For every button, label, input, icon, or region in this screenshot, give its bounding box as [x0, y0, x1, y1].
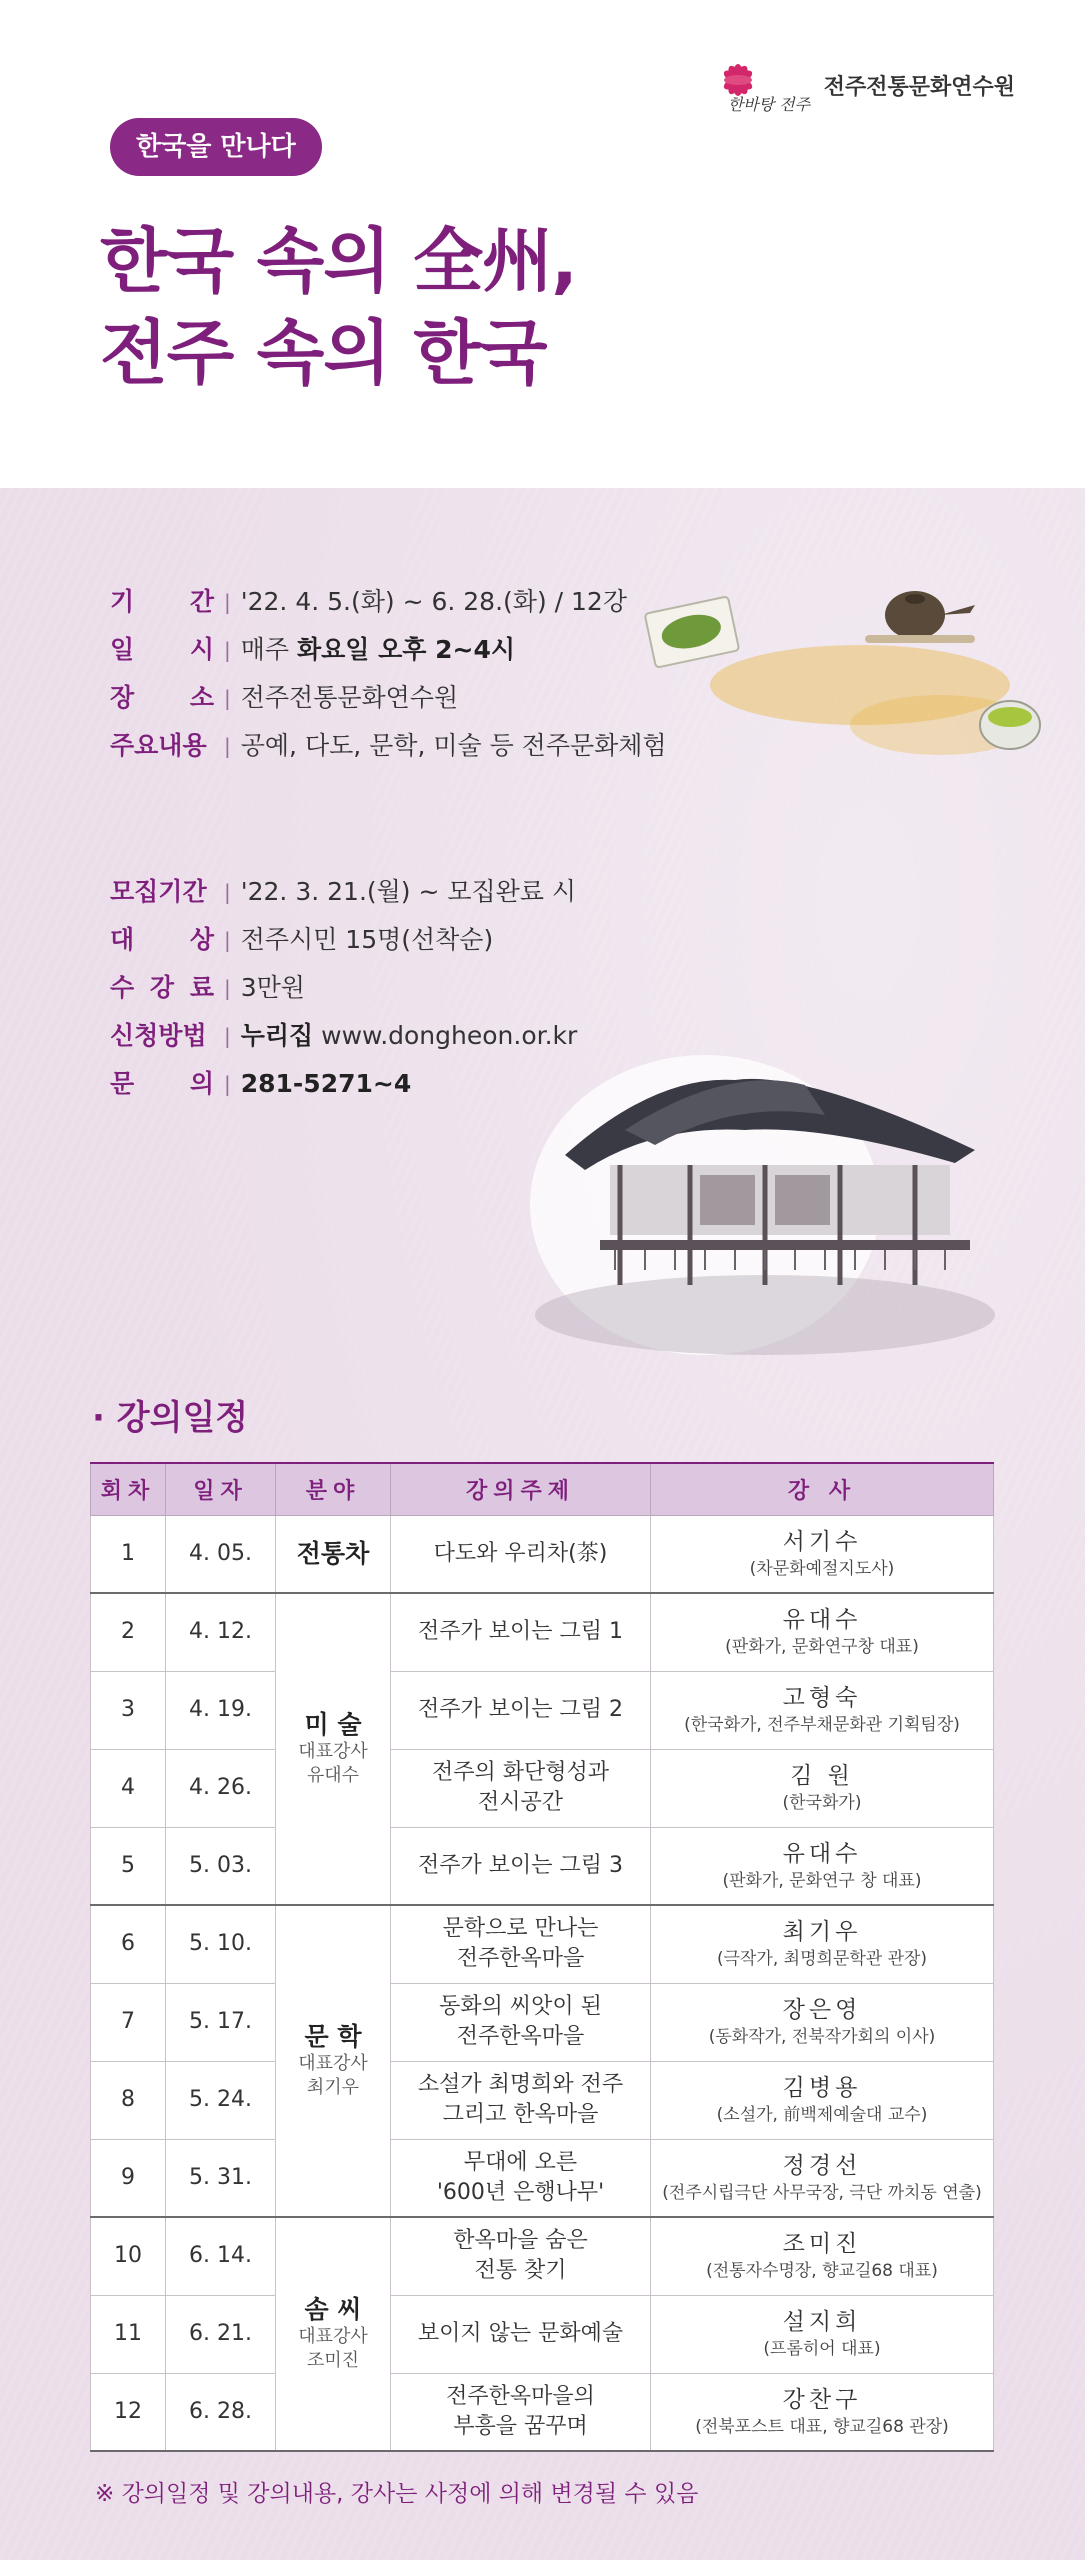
session-number: 9	[91, 2139, 166, 2217]
session-number: 6	[91, 1905, 166, 1983]
lecturer-desc: (한국화가, 전주부채문화관 기획팀장)	[684, 1715, 960, 1735]
lecturer-cell	[651, 2295, 994, 2373]
info-value: '22. 4. 5.(화) ~ 6. 28.(화) / 12강	[240, 587, 627, 616]
lecturer-desc: (한국화가)	[782, 1793, 862, 1813]
table-row	[91, 2217, 994, 2295]
lecturer-desc: (전통자수명장, 향교길68 대표)	[706, 2261, 938, 2282]
lecturer-name: 장은영	[782, 1997, 862, 2023]
info-value	[241, 1060, 411, 1108]
topic-line: 문학으로 만나는	[442, 1916, 599, 1942]
session-number: 8	[91, 2061, 166, 2139]
separator: |	[224, 1024, 231, 1048]
info-value: '22. 3. 21.(월) ~ 모집완료 시	[240, 877, 577, 906]
info-value: 공예, 다도, 문학, 미술 등 전주문화체험	[240, 731, 667, 760]
table-row	[91, 2295, 994, 2373]
info-label: 문 의	[110, 1069, 214, 1098]
session-date: 4. 05.	[166, 1515, 276, 1593]
field-name: 미 술	[304, 1710, 362, 1739]
session-date: 6. 21.	[166, 2295, 276, 2373]
organization-brand	[698, 50, 1015, 120]
lecturer-cell	[651, 2373, 994, 2451]
website-link[interactable]: www.dongheon.or.kr	[313, 1021, 578, 1050]
topic-line: 전통 찾기	[474, 2258, 567, 2284]
schedule-note: ※ 강의일정 및 강의내용, 강사는 사정에 의해 변경될 수 있음	[95, 2481, 699, 2507]
field-sub: 유대수	[306, 1765, 360, 1786]
field-cell	[276, 2217, 391, 2451]
field-sub: 최기우	[306, 2077, 360, 2098]
topic-cell	[391, 1983, 651, 2061]
session-number: 12	[91, 2373, 166, 2451]
session-number: 7	[91, 1983, 166, 2061]
session-date: 5. 10.	[166, 1905, 276, 1983]
info-row-target	[110, 916, 577, 964]
session-date: 6. 28.	[166, 2373, 276, 2451]
title-line-1: 한국 속의 全州,	[100, 220, 577, 302]
separator: |	[224, 1072, 231, 1096]
topic-cell	[391, 2139, 651, 2217]
topic-line: 한옥마을 숨은	[453, 2228, 588, 2254]
topic-line: 그리고 한옥마을	[442, 2102, 599, 2127]
lecturer-desc: (동화작가, 전북작가회의 이사)	[708, 2027, 936, 2047]
header	[0, 0, 1085, 488]
jeonju-logo	[698, 50, 811, 120]
lecturer-name: 유대수	[782, 1607, 862, 1634]
session-number: 5	[91, 1827, 166, 1905]
session-number: 11	[91, 2295, 166, 2373]
title-line-2: 전주 속의 한국	[100, 312, 547, 394]
info-row-place	[110, 674, 667, 722]
lecturer-desc: (차문화예절지도사)	[749, 1558, 895, 1579]
session-date: 5. 03.	[166, 1827, 276, 1905]
table-header-row	[91, 1463, 994, 1515]
lecturer-desc: (판화가, 문화연구창 대표)	[725, 1637, 919, 1658]
info-value: 3만원	[240, 973, 305, 1002]
table-row	[91, 2139, 994, 2217]
lecturer-desc: (소설가, 前백제예술대 교수)	[716, 2105, 928, 2125]
phone-number: 281-5271~4	[240, 1069, 412, 1098]
topic-cell	[391, 1905, 651, 1983]
lecturer-name: 조미진	[782, 2231, 862, 2258]
topic-line: 동화의 씨앗이 된	[439, 1994, 602, 2019]
lecturer-cell	[651, 1905, 994, 1983]
table-row	[91, 2373, 994, 2451]
column-header: 강의주제	[391, 1463, 651, 1515]
info-value: 전주전통문화연수원	[240, 683, 459, 712]
table-row	[91, 2061, 994, 2139]
lecturer-cell	[651, 1983, 994, 2061]
lecturer-cell	[651, 1593, 994, 1671]
topic-line: 전시공간	[477, 1790, 563, 1815]
field-name: 문 학	[304, 2022, 362, 2051]
session-number: 2	[91, 1593, 166, 1671]
topic-cell	[391, 2373, 651, 2451]
table-row	[91, 1827, 994, 1905]
column-header: 일자	[166, 1463, 276, 1515]
info-label: 대 상	[110, 925, 214, 954]
info-value-bold: 화요일 오후 2~4시	[297, 635, 516, 664]
column-header: 회차	[91, 1463, 166, 1515]
info-value: 전주시민 15명(선착순)	[240, 925, 494, 954]
topic-cell	[391, 2295, 651, 2373]
field-cell	[276, 1515, 391, 1593]
course-info	[110, 578, 667, 770]
topic-cell	[391, 2217, 651, 2295]
field-name: 솜 씨	[304, 2295, 362, 2324]
topic-line: 전주한옥마을	[456, 2024, 585, 2049]
column-header: 강 사	[651, 1463, 994, 1515]
lecturer-cell	[651, 1749, 994, 1827]
lecturer-cell	[651, 2061, 994, 2139]
lecturer-desc: (전주시립극단 사무국장, 극단 까치동 연출)	[662, 2182, 982, 2203]
session-number: 3	[91, 1671, 166, 1749]
table-row	[91, 1671, 994, 1749]
session-date: 4. 12.	[166, 1593, 276, 1671]
field-sub: 조미진	[306, 2350, 360, 2371]
separator: |	[224, 734, 231, 758]
session-number: 1	[91, 1515, 166, 1593]
topic-line: 전주가 보이는 그림 2	[418, 1697, 623, 1722]
field-cell	[276, 1593, 391, 1905]
category-pill: 한국을 만나다	[110, 118, 322, 176]
lecturer-cell	[651, 2139, 994, 2217]
separator: |	[224, 880, 231, 904]
lecturer-name: 김병용	[782, 2075, 862, 2101]
lecturer-cell	[651, 1515, 994, 1593]
topic-line: 소설가 최명희와 전주	[417, 2072, 624, 2097]
info-label: 모집기간	[110, 877, 207, 906]
field-name: 전통차	[296, 1538, 370, 1568]
lecturer-name: 최기우	[782, 1919, 862, 1946]
session-date: 5. 17.	[166, 1983, 276, 2061]
table-row	[91, 1983, 994, 2061]
info-label: 일 시	[110, 635, 214, 664]
table-row	[91, 1515, 994, 1593]
info-value-text: 매주	[240, 635, 297, 664]
lecturer-name: 서기수	[782, 1528, 862, 1555]
topic-cell	[391, 1671, 651, 1749]
lecturer-name: 정경선	[782, 2152, 862, 2179]
info-label: 기 간	[110, 587, 214, 616]
topic-line: 전주의 화단형성과	[431, 1760, 609, 1785]
session-date: 5. 31.	[166, 2139, 276, 2217]
lecturer-name: 고형숙	[782, 1685, 862, 1711]
info-row-time	[110, 626, 667, 674]
table-row	[91, 1593, 994, 1671]
topic-line: '600년 은행나무'	[436, 2179, 605, 2205]
lecturer-cell	[651, 1827, 994, 1905]
info-row-recruit-period	[110, 868, 577, 916]
lecturer-name: 설지희	[782, 2309, 862, 2335]
topic-cell	[391, 2061, 651, 2139]
lecturer-cell	[651, 2217, 994, 2295]
separator: |	[224, 976, 231, 1000]
lecturer-desc: (프롬히어 대표)	[763, 2339, 881, 2359]
info-label: 주요내용	[110, 731, 207, 760]
session-date: 4. 26.	[166, 1749, 276, 1827]
lecturer-name: 유대수	[782, 1840, 862, 1867]
tea-set-illustration	[630, 575, 1050, 785]
page-title	[100, 215, 577, 399]
lecturer-cell	[651, 1671, 994, 1749]
info-row-fee	[110, 964, 577, 1012]
info-value-bold: 누리집	[240, 1021, 314, 1050]
separator: |	[224, 928, 231, 952]
topic-cell	[391, 1749, 651, 1827]
info-value	[241, 626, 515, 674]
hanok-illustration	[505, 1045, 1025, 1360]
session-date: 6. 14.	[166, 2217, 276, 2295]
lecturer-desc: (전북포스트 대표, 향교길68 관장)	[695, 2416, 949, 2437]
topic-line: 전주가 보이는 그림 1	[418, 1619, 623, 1645]
topic-cell	[391, 1593, 651, 1671]
field-cell	[276, 1905, 391, 2217]
separator: |	[224, 638, 231, 662]
session-date: 4. 19.	[166, 1671, 276, 1749]
logo-text: 한바탕 전주	[727, 95, 811, 114]
info-label: 수 강 료	[110, 973, 214, 1002]
info-row-period	[110, 578, 667, 626]
field-sub: 대표강사	[298, 1741, 368, 1762]
organization-name: 전주전통문화연수원	[823, 74, 1015, 100]
topic-line: 부흥을 꿈꾸며	[453, 2413, 588, 2439]
session-number: 4	[91, 1749, 166, 1827]
lecturer-name: 김 원	[790, 1763, 854, 1789]
topic-line: 다도와 우리차(茶)	[433, 1540, 608, 1566]
topic-cell	[391, 1515, 651, 1593]
topic-line: 전주한옥마을	[456, 1946, 585, 1972]
lecturer-name: 강찬구	[782, 2386, 862, 2413]
topic-line: 전주가 보이는 그림 3	[418, 1852, 623, 1878]
session-date: 5. 24.	[166, 2061, 276, 2139]
topic-line: 무대에 오른	[463, 2149, 578, 2175]
session-number: 10	[91, 2217, 166, 2295]
field-sub: 대표강사	[298, 2053, 368, 2074]
column-header: 분야	[276, 1463, 391, 1515]
table-row	[91, 1905, 994, 1983]
lecturer-desc: (판화가, 문화연구 창 대표)	[722, 1870, 922, 1891]
separator: |	[224, 686, 231, 710]
lecturer-desc: (극작가, 최명희문학관 관장)	[716, 1949, 928, 1970]
info-label: 장 소	[110, 683, 214, 712]
table-row	[91, 1749, 994, 1827]
separator: |	[224, 590, 231, 614]
topic-line: 전주한옥마을의	[446, 2383, 595, 2409]
schedule-table	[90, 1462, 994, 2452]
info-row-content	[110, 722, 667, 770]
field-sub: 대표강사	[298, 2326, 368, 2347]
topic-line: 보이지 않는 문화예술	[417, 2321, 624, 2346]
topic-cell	[391, 1827, 651, 1905]
schedule-title: · 강의일정	[92, 1398, 249, 1438]
info-label: 신청방법	[110, 1021, 207, 1050]
